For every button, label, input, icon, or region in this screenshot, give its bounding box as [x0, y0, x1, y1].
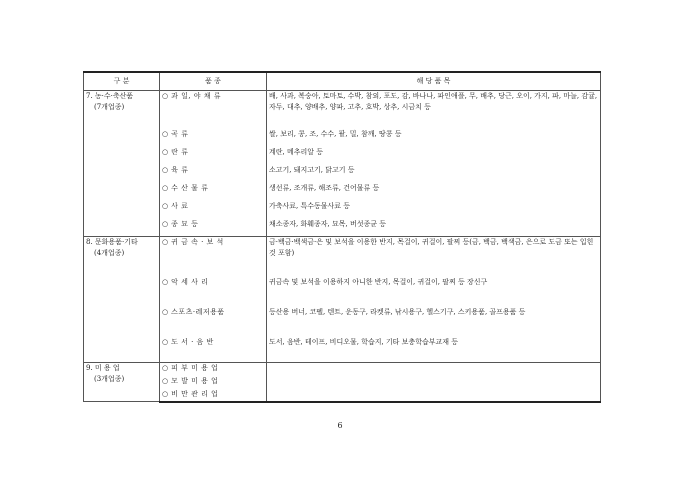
circle-bullet-icon: ○: [162, 129, 169, 138]
header-category: 구 분: [84, 72, 160, 91]
circle-bullet-icon: ○: [162, 92, 169, 100]
item-cell: [160, 91, 267, 129]
item-description: 생선류, 조개류, 해조류, 건어물류 등: [267, 183, 601, 201]
item-description: 계란, 메추리알 등: [267, 147, 601, 165]
table-row: [84, 363, 601, 376]
item-description: 배, 사과, 복숭아, 토마토, 수박, 참외, 포도, 감, 바나나, 파인애플, 무, 배추, 당근, 오이, 가지, 파, 마늘, 감귤, 자두, 대추, 양배추, 양파, 고추, 호박, 상추, 시금치 등: [267, 91, 601, 129]
item-description: 귀금속 및 보석을 이용하지 아니한 반지, 목걸이, 귀걸이, 팔찌 등 장신구: [267, 277, 601, 307]
item-cell: [160, 147, 267, 165]
item-description: 도서, 음반, 테이프, 비디오물, 학습지, 기타 보충학습부교재 등: [267, 337, 601, 363]
table-row: [84, 307, 601, 337]
item-cell: [160, 183, 267, 201]
item-cell: [160, 237, 267, 277]
circle-bullet-icon: ○: [162, 165, 169, 174]
header-items: 해 당 품 목: [267, 72, 601, 91]
item-label: 육 류: [171, 165, 189, 174]
category-title: 9. 미 용 업: [86, 364, 120, 372]
category-title: 7. 농·수·축산품: [86, 92, 134, 100]
circle-bullet-icon: ○: [162, 364, 169, 372]
item-description: 가축사료, 특수동물사료 등: [267, 201, 601, 219]
category-count: (7개업종): [94, 103, 125, 111]
table-row: [84, 91, 601, 129]
circle-bullet-icon: ○: [162, 219, 169, 228]
item-label: 피 부 미 용 업: [171, 364, 219, 372]
table-row: [84, 376, 601, 389]
item-description: [267, 376, 601, 389]
circle-bullet-icon: ○: [162, 389, 169, 398]
category-title: 8. 문화용품·기타: [86, 238, 138, 246]
item-label: 비 만 관 리 업: [171, 389, 219, 398]
table-row: [84, 147, 601, 165]
page-number: 6: [337, 421, 343, 430]
category-count: (3개업종): [94, 375, 125, 383]
category-cell: [84, 237, 160, 363]
circle-bullet-icon: ○: [162, 307, 169, 316]
item-cell: [160, 165, 267, 183]
table-header-row: [84, 72, 601, 91]
header-type: 품 종: [160, 72, 267, 91]
item-cell: [160, 307, 267, 337]
item-description: 금·백금·백색금·은 및 보석을 이용한 반지, 목걸이, 귀걸이, 팔찌 등(금, 백금, 백색금, 은으로 도금 또는 입힌 것 포함): [267, 237, 601, 277]
category-cell: [84, 91, 160, 237]
circle-bullet-icon: ○: [162, 376, 169, 385]
table-row: [84, 165, 601, 183]
item-description: 쌀, 보리, 콩, 조, 수수, 팥, 밀, 참깨, 땅콩 등: [267, 129, 601, 147]
item-cell: [160, 389, 267, 402]
circle-bullet-icon: ○: [162, 238, 169, 246]
circle-bullet-icon: ○: [162, 147, 169, 156]
item-description: 채소종자, 화훼종자, 묘목, 버섯종균 등: [267, 219, 601, 237]
item-cell: [160, 376, 267, 389]
table-row: [84, 389, 601, 402]
item-label: 귀 금 속 · 보 석: [171, 238, 224, 246]
table-row: [84, 337, 601, 363]
table-row: [84, 183, 601, 201]
item-cell: [160, 363, 267, 376]
table-row: [84, 277, 601, 307]
item-cell: [160, 201, 267, 219]
circle-bullet-icon: ○: [162, 337, 169, 346]
item-label: 곡 류: [171, 129, 189, 138]
item-cell: [160, 337, 267, 363]
category-table: [83, 71, 601, 403]
item-label: 란 류: [171, 147, 189, 156]
item-label: 모 발 미 용 업: [171, 376, 219, 385]
item-description: [267, 389, 601, 402]
category-count: (4개업종): [94, 249, 125, 257]
item-description: 소고기, 돼지고기, 닭고기 등: [267, 165, 601, 183]
circle-bullet-icon: ○: [162, 183, 169, 192]
item-description: [267, 363, 601, 376]
item-cell: [160, 129, 267, 147]
table-row: [84, 129, 601, 147]
item-description: 등산용 버너, 코펠, 텐트, 운동구, 라켓류, 낚시용구, 헬스기구, 스키용품, 골프용품 등: [267, 307, 601, 337]
table-row: [84, 201, 601, 219]
table-row: [84, 237, 601, 277]
item-label: 사 료: [171, 201, 189, 210]
circle-bullet-icon: ○: [162, 277, 169, 286]
item-label: 악 세 사 리: [171, 277, 209, 286]
item-label: 종 묘 등: [171, 219, 199, 228]
table-row: [84, 219, 601, 237]
circle-bullet-icon: ○: [162, 201, 169, 210]
category-cell: [84, 363, 160, 402]
item-label: 과 일, 야 채 류: [171, 92, 222, 100]
item-cell: [160, 277, 267, 307]
item-label: 수 산 물 류: [171, 183, 209, 192]
table-body: [84, 91, 601, 402]
item-cell: [160, 219, 267, 237]
item-label: 도 서 · 음 반: [171, 337, 214, 346]
item-label: 스포츠·레저용품: [171, 307, 225, 316]
